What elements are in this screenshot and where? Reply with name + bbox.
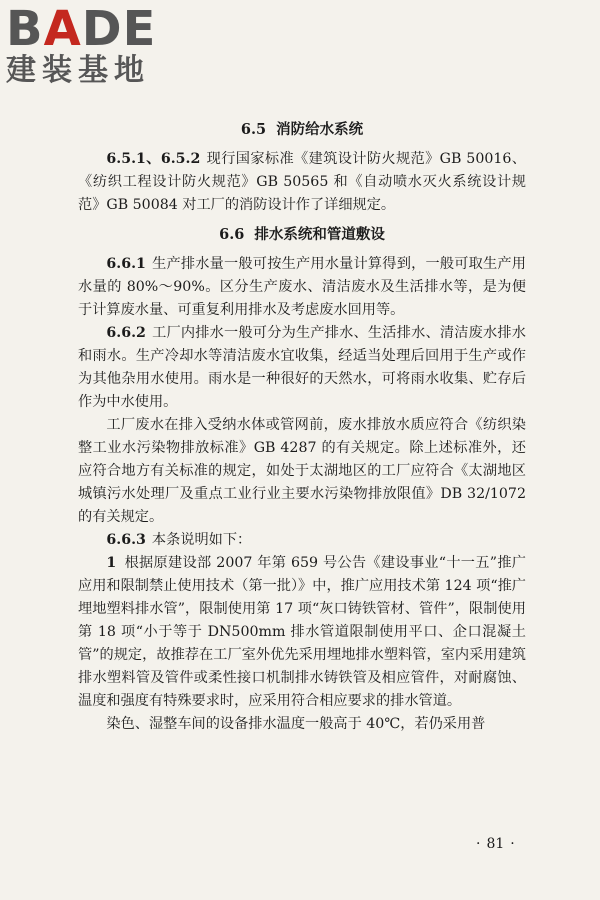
- logo-chinese-name: 建装基地: [6, 53, 150, 88]
- clause-6-5-1: 6.5.1、6.5.2 现行国家标准《建筑设计防火规范》GB 50016、《纺织工程设计防火规范》GB 50565 和《自动喷水灭火系统设计规范》GB 50084 对工厂的消防设计作了详细规定。: [78, 151, 526, 213]
- clause-6-6-1: 6.6.1 生产排水量一般可按生产用水量计算得到，一般可取生产用水量的 80%～90%。区分生产废水、清洁废水及生活排水等，是为便于计算废水量、可重复利用排水及考虑废水回用等。: [78, 256, 526, 318]
- item-1: 1 根据原建设部 2007 年第 659 号公告《建设事业“十一五”推广应用和限制禁止使用技术（第一批）》中，推广应用技术第 124 项“推广埋地塑料排水管”，限制使用第 17 项“灰口铸铁管材、管件”，限制使用第 18 项“小于等于 DN500mm 排水管道限制使用平口、企口混凝土管”的规定，故推荐在工厂室外优先采用埋地排水塑料管，室内采用建筑排水塑料管及管件或柔性接口机制排水铸铁管及相应管件，对耐腐蚀、温度和强度有特殊要求时，应采用符合相应要求的排水管道。: [78, 555, 526, 709]
- paragraph-dyeing: 染色、湿整车间的设备排水温度一般高于 40℃，若仍采用普: [106, 716, 486, 732]
- clause-6-6-3: 6.6.3 本条说明如下：: [106, 532, 252, 548]
- section-heading-6-6: 6.6 排水系统和管道敷设: [219, 226, 385, 243]
- logo-wordmark: BADE: [6, 1, 157, 57]
- section-heading-6-5: 6.5 消防给水系统: [240, 121, 364, 138]
- clause-6-6-2: 6.6.2 工厂内排水一般可分为生产排水、生活排水、清洁废水排水和雨水。生产冷却水等清洁废水宜收集，经适当处理后回用于生产或作为其他杂用水使用。雨水是一种很好的天然水，可将雨水收集、贮存后作为中水使用。: [78, 325, 526, 410]
- document-page: [78, 112, 526, 736]
- page-number: · 81 ·: [476, 836, 515, 852]
- site-logo: [6, 1, 186, 88]
- paragraph-wastewater: 工厂废水在排入受纳水体或管网前，废水排放水质应符合《纺织染整工业水污染物排放标准》GB 4287 的有关规定。除上述标准外，还应符合地方有关标准的规定，如处于太湖地区的工厂应符合《太湖地区城镇污水处理厂及重点工业行业主要水污染物排放限值》DB 32/1072 的有关规定。: [78, 417, 526, 525]
